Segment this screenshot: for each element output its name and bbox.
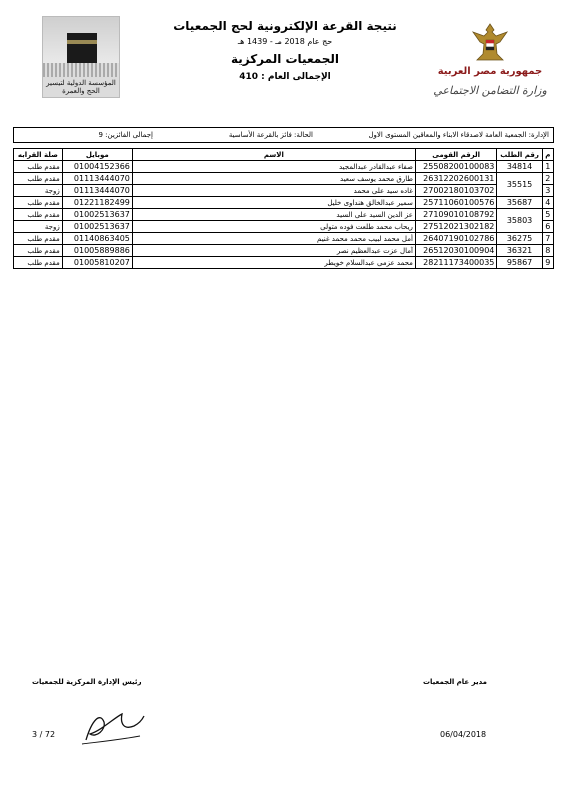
cell-relation: مقدم طلب <box>14 233 63 245</box>
department-title: الجمعيات المركزية <box>230 52 340 66</box>
cell-name: آمال عزت عبدالعظيم نصر <box>132 245 415 257</box>
country-name: جمهورية مصر العربية <box>437 66 543 77</box>
table-row <box>14 233 554 245</box>
cell-relation: مقدم طلب <box>14 173 63 185</box>
cell-mobile: 01221182499 <box>62 197 132 209</box>
cell-mobile: 01004152366 <box>62 161 132 173</box>
kaaba-band <box>67 40 97 44</box>
cell-nid: 28211173400035 <box>415 257 497 269</box>
col-header-relation: صلة القرابه <box>14 149 63 161</box>
cell-relation: مقدم طلب <box>14 245 63 257</box>
cell-request: 36275 <box>497 233 542 245</box>
cell-request: 95867 <box>497 257 542 269</box>
cell-relation: مقدم طلب <box>14 161 63 173</box>
cell-request: 36321 <box>497 245 542 257</box>
cell-nid: 26512030100904 <box>415 245 497 257</box>
cell-num: 3 <box>542 185 553 197</box>
cell-mobile: 01002513637 <box>62 209 132 221</box>
cell-name: صفاء عبدالقادر عبدالمجيد <box>132 161 415 173</box>
cell-nid: 25508200100083 <box>415 161 497 173</box>
cell-mobile: 01113444070 <box>62 185 132 197</box>
pilgrims-crowd <box>43 63 119 77</box>
table-row <box>14 185 554 197</box>
cell-relation: مقدم طلب <box>14 209 63 221</box>
document-title: نتيجة القرعة الإلكترونية لحج الجمعيات <box>173 19 397 33</box>
cell-mobile: 01005810207 <box>62 257 132 269</box>
cell-nid: 26312202600131 <box>415 173 497 185</box>
eagle-emblem-icon <box>467 20 513 64</box>
winners-count: إجمالى الفائزين: 9 <box>98 131 153 139</box>
page-number: 3 / 72 <box>32 730 56 739</box>
cell-relation: مقدم طلب <box>14 197 63 209</box>
cell-num: 7 <box>542 233 553 245</box>
cell-request: 35687 <box>497 197 542 209</box>
cell-num: 1 <box>542 161 553 173</box>
cell-mobile: 01113444070 <box>62 173 132 185</box>
cell-num: 8 <box>542 245 553 257</box>
cell-name: غاده سيد على محمد <box>132 185 415 197</box>
kaaba-icon <box>67 33 97 63</box>
logo-caption: المؤسسة الدولية لتيسير الحج والعمرة <box>46 79 116 95</box>
col-header-nid: الرقم القومى <box>415 149 497 161</box>
table-row <box>14 221 554 233</box>
col-header-mobile: موبايل <box>62 149 132 161</box>
cell-name: سمير عبدالخالق هنداوى خليل <box>132 197 415 209</box>
cell-name: أمل محمد لبيب محمد محمد غنيم <box>132 233 415 245</box>
grand-total: الإجمالى العام : 410 <box>239 72 331 82</box>
table-row <box>14 197 554 209</box>
table-row <box>14 257 554 269</box>
cell-name: ريحاب محمد طلعت فوده متولى <box>132 221 415 233</box>
cell-nid: 27109010108792 <box>415 209 497 221</box>
cell-nid: 26407190102786 <box>415 233 497 245</box>
print-date: 06/04/2018 <box>440 730 487 739</box>
cell-nid: 27512021302182 <box>415 221 497 233</box>
cell-num: 6 <box>542 221 553 233</box>
col-header-name: الاسم <box>132 149 415 161</box>
cell-request: 34814 <box>497 161 542 173</box>
cell-nid: 27002180103702 <box>415 185 497 197</box>
hajj-organization-logo <box>42 16 120 98</box>
info-bar <box>13 127 554 143</box>
table-row <box>14 173 554 185</box>
general-manager-label: مدير عام الجمعيات <box>423 678 488 686</box>
winners-table <box>13 148 554 269</box>
cell-name: طارق محمد يوسف سعيد <box>132 173 415 185</box>
document-subtitle: حج عام 2018 مـ - 1439 هـ <box>237 37 333 46</box>
cell-request: 35515 <box>497 173 542 197</box>
cell-mobile: 01005889886 <box>62 245 132 257</box>
cell-relation: زوجة <box>14 221 63 233</box>
ministry-name: وزارة التضامن الاجتماعي <box>433 84 547 97</box>
table-row <box>14 245 554 257</box>
cell-nid: 25711060100576 <box>415 197 497 209</box>
cell-relation: مقدم طلب <box>14 257 63 269</box>
central-admin-head-label: رئيس الإدارة المركزية للجمعيات <box>32 678 142 686</box>
col-header-request: رقم الطلب <box>497 149 542 161</box>
handwritten-signature <box>78 700 148 748</box>
cell-name: محمد عزمى عبدالسلام خويطر <box>132 257 415 269</box>
status-label: الحالة: فائز بالقرعة الأساسية <box>228 131 313 139</box>
cell-relation: زوجة <box>14 185 63 197</box>
document-header <box>150 18 420 83</box>
col-header-num: م <box>542 149 553 161</box>
cell-mobile: 01140863405 <box>62 233 132 245</box>
cell-num: 2 <box>542 173 553 185</box>
table-row <box>14 209 554 221</box>
table-row <box>14 161 554 173</box>
cell-num: 9 <box>542 257 553 269</box>
admin-label: الإدارة: الجمعية العامة لاصدقاء الابناء والمعاقين المستوى الاول <box>368 131 549 139</box>
cell-num: 5 <box>542 209 553 221</box>
table-header-row <box>14 149 554 161</box>
cell-name: عز الدين السيد على السيد <box>132 209 415 221</box>
cell-num: 4 <box>542 197 553 209</box>
cell-mobile: 01002513637 <box>62 221 132 233</box>
cell-request: 35803 <box>497 209 542 233</box>
